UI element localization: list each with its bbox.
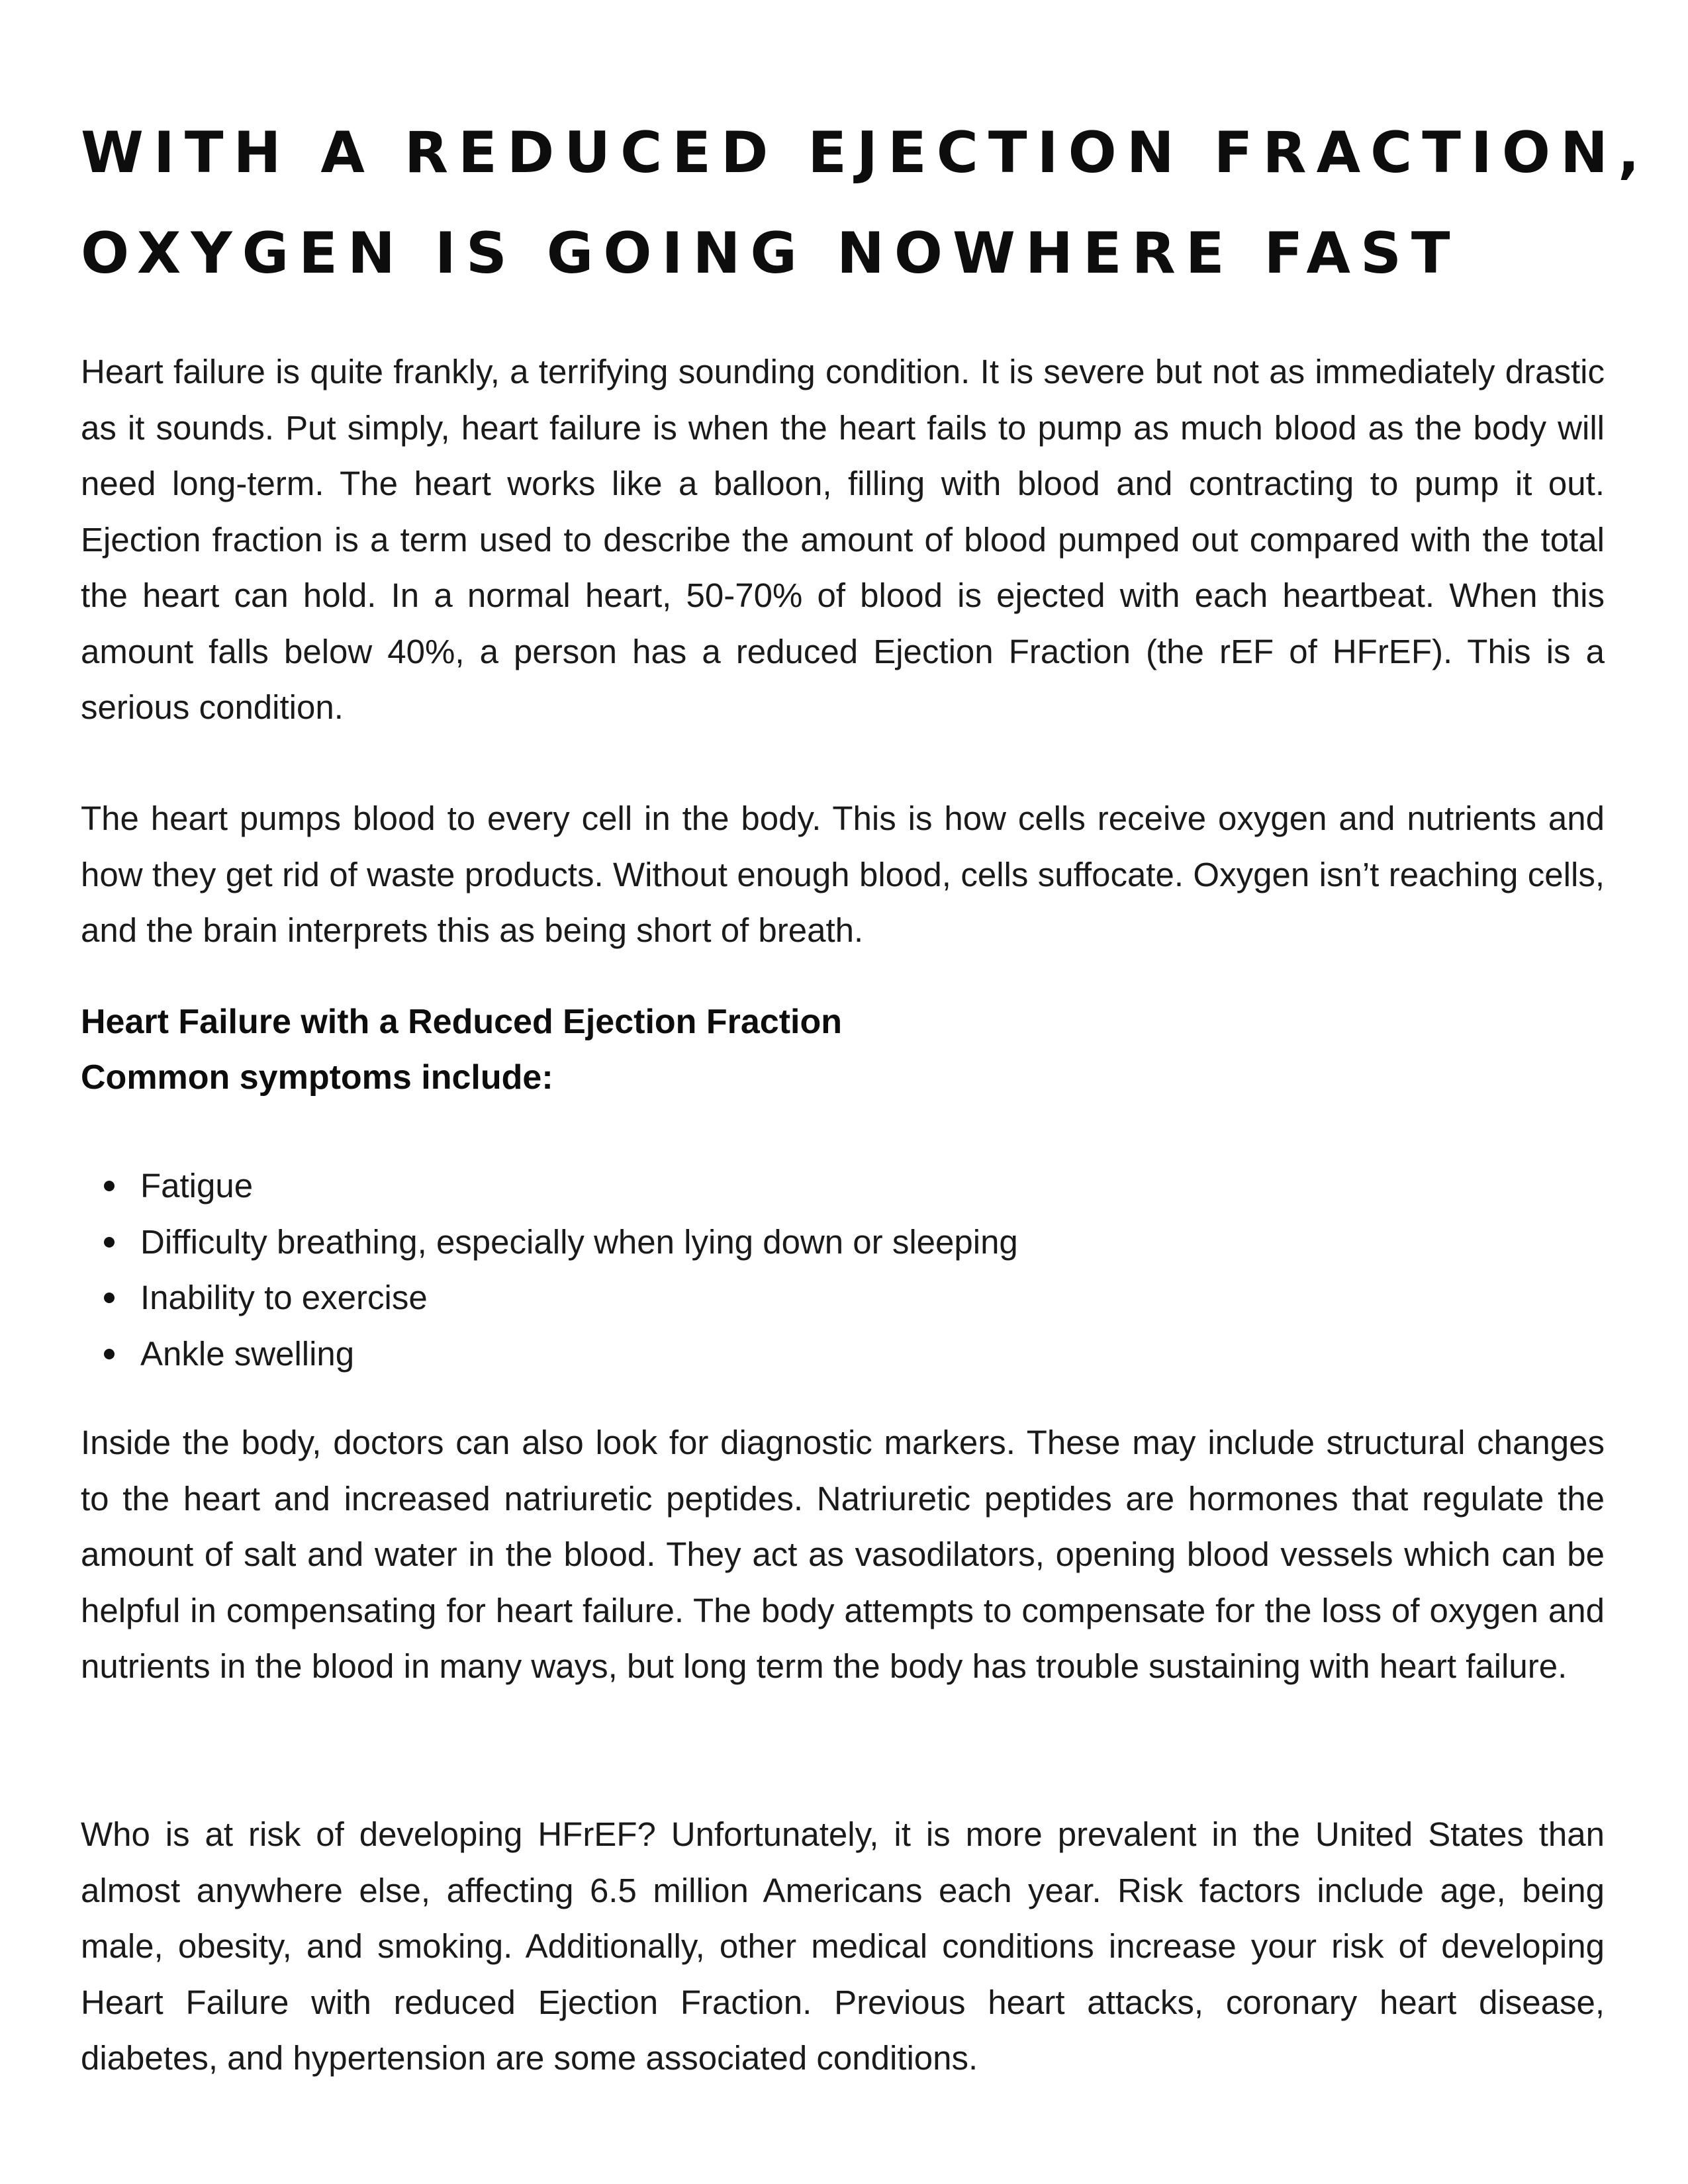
list-item-text: Difficulty breathing, especially when lying down or sleeping [140,1222,1018,1261]
page-title [81,103,1650,304]
list-item [81,1158,1605,1214]
list-item [81,1270,1605,1326]
list-item-text: Ankle swelling [140,1334,355,1373]
markers-paragraph: Inside the body, doctors can also look for diagnostic markers. These may include structural changes to the heart and increased natriuretic peptides. Natriuretic peptides are hormones that regulate the amount of salt and water in the blood. They act as vasodilators, opening blood vessels which can be helpful in compensating for heart failure. The body attempts to compensate for the loss of oxygen and nutrients in the blood in many ways, but long term the body has trouble sustaining with heart failure. [81,1424,1605,1685]
page-title-line-2: OXYGEN IS GOING NOWHERE FAST [81,220,1460,287]
list-item [81,1214,1605,1271]
oxygen-paragraph: The heart pumps blood to every cell in the body. This is how cells receive oxygen and nutrients and how they get rid of waste products. Without enough blood, cells suffocate. Oxygen isn’t reaching cells, and the brain interprets this as being short of breath. [81,799,1605,949]
section-heading: Heart Failure with a Reduced Ejection Fraction [81,1003,843,1041]
intro-paragraph: Heart failure is quite frankly, a terrifying sounding condition. It is severe but not as immediately drastic as it sounds. Put simply, heart failure is when the heart fails to pump as much blood as the body will need long-term. The heart works like a balloon, filling with blood and contracting to pump it out. Ejection fraction is a term used to describe the amount of blood pumped out compared with the total the heart can hold. In a normal heart, 50-70% of blood is ejected with each heartbeat. When this amount falls below 40%, a person has a reduced Ejection Fraction (the rEF of HFrEF). This is a serious condition. [81,353,1605,726]
symptom-list [81,1158,1605,1382]
list-item-text: Inability to exercise [140,1279,428,1316]
bullet-icon [104,1181,115,1191]
section-subheading: Common symptoms include: [81,1058,553,1097]
risk-paragraph: Who is at risk of developing HFrEF? Unfortunately, it is more prevalent in the United States than almost anywhere else, affecting 6.5 million Americans each year. Risk factors include age, being male, obesity, and smoking. Additionally, other medical conditions increase your risk of developing Heart Failure with reduced Ejection Fraction. Previous heart attacks, coronary heart disease, diabetes, and hypertension are some associated conditions. [81,1815,1605,2077]
bullet-icon [104,1237,115,1248]
bullet-icon [104,1349,115,1359]
list-item-text: Fatigue [140,1167,254,1205]
bullet-icon [104,1293,115,1303]
page-title-line-1: WITH A REDUCED EJECTION FRACTION, [81,120,1650,186]
list-item [81,1326,1605,1383]
